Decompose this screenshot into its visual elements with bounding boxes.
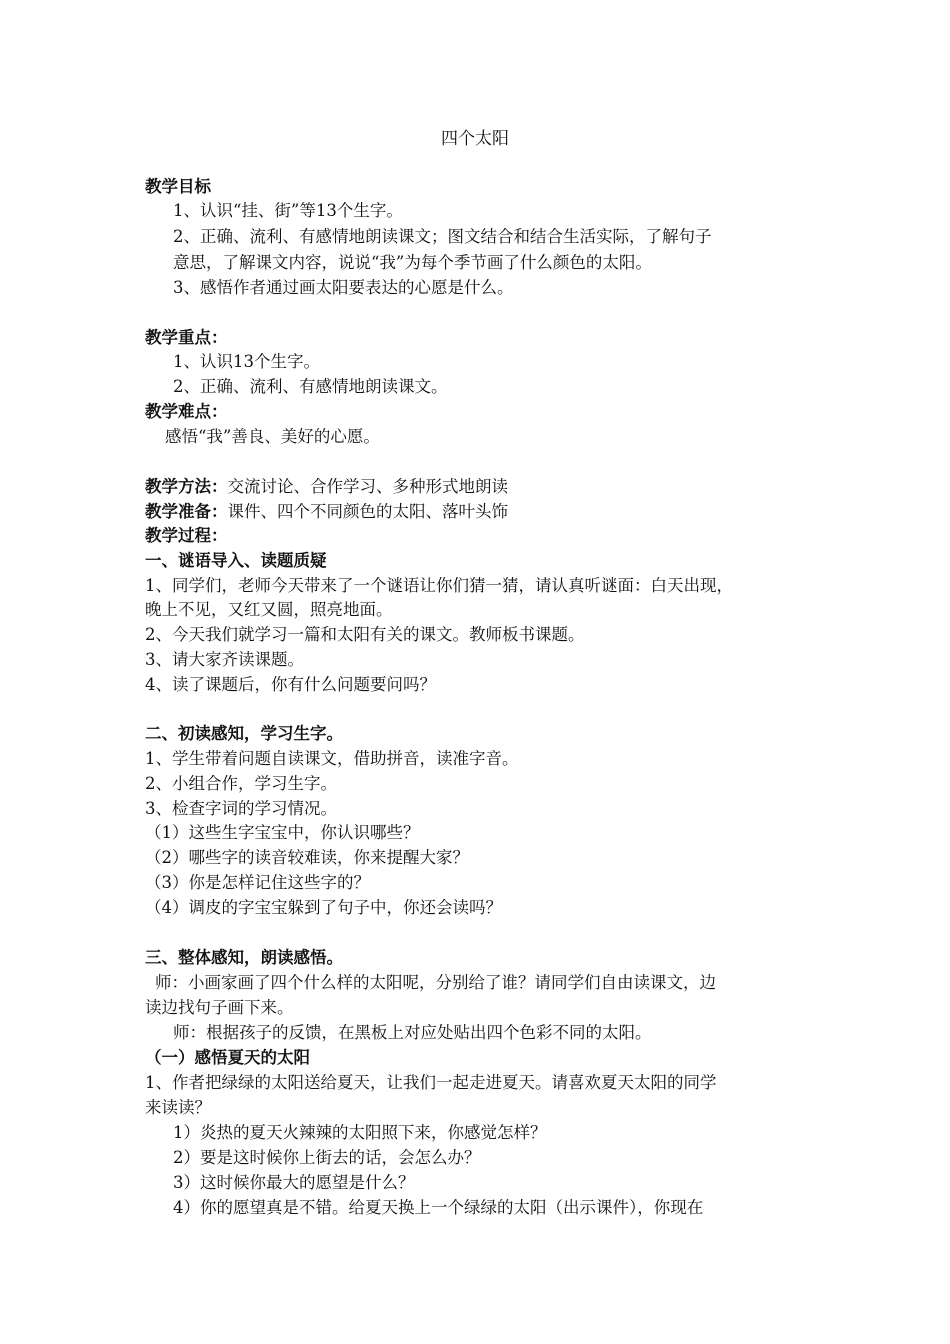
section2-item: 3、检查字词的学习情况。 bbox=[145, 799, 337, 818]
key-point-item: 2、正确、流利、有感情地朗读课文。 bbox=[173, 377, 448, 396]
section2-item: 1、学生带着问题自读课文，借助拼音，读准字音。 bbox=[145, 749, 519, 768]
section3-item: 师：小画家画了四个什么样的太阳呢，分别给了谁？请同学们自由读课文，边 bbox=[155, 973, 716, 992]
section3-sub-item: 1）炎热的夏天火辣辣的太阳照下来，你感觉怎样？ bbox=[173, 1123, 547, 1142]
process-heading: 教学过程： bbox=[145, 526, 228, 545]
section3-sub-item: 3）这时候你最大的愿望是什么？ bbox=[173, 1173, 415, 1192]
section1-item: 4、读了课题后，你有什么问题要问吗？ bbox=[145, 675, 436, 694]
section1-item: 晚上不见，又红又圆，照亮地面。 bbox=[145, 600, 393, 619]
key-points-heading: 教学重点： bbox=[145, 328, 228, 347]
section3-sub-item: 4）你的愿望真是不错。给夏天换上一个绿绿的太阳（出示课件），你现在 bbox=[173, 1198, 704, 1217]
section2-item: （1）这些生字宝宝中，你认识哪些？ bbox=[145, 823, 420, 842]
section3-sub-item: 来读读？ bbox=[145, 1098, 211, 1117]
section2-item: 2、小组合作，学习生字。 bbox=[145, 774, 337, 793]
section3-subheading: （一）感悟夏天的太阳 bbox=[145, 1048, 310, 1067]
section1-item: 1、同学们，老师今天带来了一个谜语让你们猜一猜，请认真听谜面：白天出现， bbox=[145, 576, 733, 595]
difficulty-heading: 教学难点： bbox=[145, 402, 228, 421]
prep-label: 教学准备： bbox=[145, 502, 228, 521]
prep-value: 课件、四个不同颜色的太阳、落叶头饰 bbox=[227, 502, 508, 521]
goal-item: 3、感悟作者通过画太阳要表达的心愿是什么。 bbox=[173, 278, 514, 297]
section3-item: 师：根据孩子的反馈，在黑板上对应处贴出四个色彩不同的太阳。 bbox=[173, 1023, 652, 1042]
prep-line bbox=[145, 500, 508, 524]
section1-heading: 一、谜语导入、读题质疑 bbox=[145, 551, 327, 570]
goals-heading: 教学目标 bbox=[145, 177, 211, 196]
key-point-item: 1、认识13个生字。 bbox=[173, 352, 320, 371]
document-title: 四个太阳 bbox=[441, 129, 509, 149]
section3-heading: 三、整体感知，朗读感悟。 bbox=[145, 948, 343, 967]
section1-item: 2、今天我们就学习一篇和太阳有关的课文。教师板书课题。 bbox=[145, 625, 585, 644]
method-line bbox=[145, 475, 508, 499]
section3-sub-item: 2）要是这时候你上街去的话，会怎么办？ bbox=[173, 1148, 481, 1167]
section2-item: （4）调皮的字宝宝躲到了句子中，你还会读吗？ bbox=[145, 898, 502, 917]
goal-item: 1、认识“挂、街”等13个生字。 bbox=[173, 201, 403, 220]
difficulty-item: 感悟“我”善良、美好的心愿。 bbox=[165, 427, 380, 446]
method-value: 交流讨论、合作学习、多种形式地朗读 bbox=[227, 477, 508, 496]
goal-item: 意思，了解课文内容，说说“我”为每个季节画了什么颜色的太阳。 bbox=[173, 253, 652, 272]
section1-item: 3、请大家齐读课题。 bbox=[145, 650, 304, 669]
method-label: 教学方法： bbox=[145, 477, 228, 496]
section3-sub-item: 1、作者把绿绿的太阳送给夏天，让我们一起走进夏天。请喜欢夏天太阳的同学 bbox=[145, 1073, 717, 1092]
section2-item: （2）哪些字的读音较难读，你来提醒大家？ bbox=[145, 848, 469, 867]
goal-item: 2、正确、流利、有感情地朗读课文；图文结合和结合生活实际，了解句子 bbox=[173, 227, 712, 246]
section3-item: 读边找句子画下来。 bbox=[145, 998, 294, 1017]
section2-item: （3）你是怎样记住这些字的？ bbox=[145, 873, 370, 892]
section2-heading: 二、初读感知，学习生字。 bbox=[145, 724, 343, 743]
